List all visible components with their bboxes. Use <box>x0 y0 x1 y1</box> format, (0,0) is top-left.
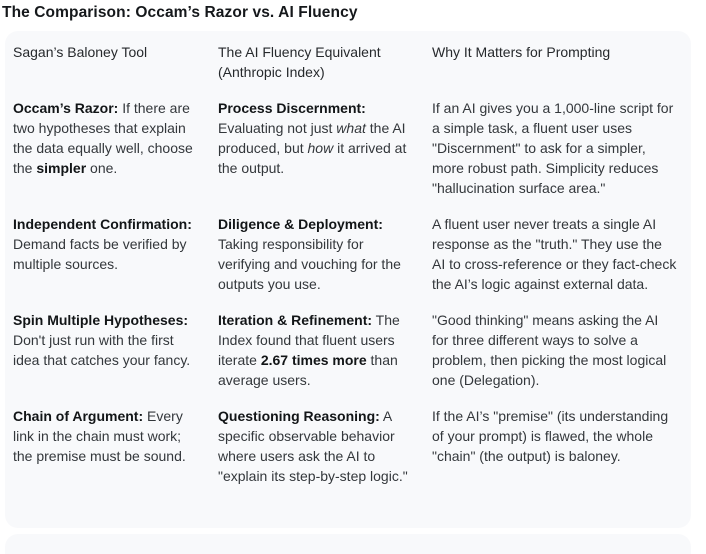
comparison-table <box>13 42 683 486</box>
cell-why-diligence: A fluent user never treats a single AI response as the "truth." They use the AI to cross-reference or they fact-check the AI’s logic against external data. <box>432 216 677 292</box>
cell-why-iteration: "Good thinking" means asking the AI for three different ways to solve a problem, then picking the most logical one (Delegation). <box>432 312 667 388</box>
cell-diligence-deployment: Diligence & Deployment: Taking responsibility for verifying and vouching for the outputs you use. <box>218 216 401 292</box>
cell-independent-confirmation: Independent Confirmation: Demand facts be verified by multiple sources. <box>13 216 192 272</box>
cell-process-discernment: Process Discernment: Evaluating not just what the AI produced, but how it arrived at the output. <box>218 100 407 176</box>
column-header-why-it-matters: Why It Matters for Prompting <box>432 44 611 60</box>
page-title: The Comparison: Occam’s Razor vs. AI Fluency <box>2 4 358 21</box>
cell-chain-of-argument: Chain of Argument: Every link in the chain must work; the premise must be sound. <box>13 408 186 464</box>
column-header-baloney-tool: Sagan’s Baloney Tool <box>13 44 148 60</box>
cell-iteration-refinement: Iteration & Refinement: The Index found that fluent users iterate 2.67 times more than average users. <box>218 312 400 388</box>
column-header-ai-fluency-equivalent: The AI Fluency Equivalent (Anthropic Index) <box>218 44 381 80</box>
cell-why-questioning: If the AI’s "premise" (its understanding of your prompt) is flawed, the whole "chain" (the output) is baloney. <box>432 408 669 464</box>
cell-occams-razor: Occam’s Razor: If there are two hypotheses that explain the data equally well, choose the simpler one. <box>13 100 193 176</box>
cell-questioning-reasoning: Questioning Reasoning: A specific observable behavior where users ask the AI to "explain its step-by-step logic." <box>218 408 408 484</box>
next-card-top-edge <box>5 534 691 554</box>
comparison-table-card <box>5 31 691 528</box>
cell-why-discernment: If an AI gives you a 1,000-line script for a simple task, a fluent user uses "Discernment" to ask for a simpler, more robust path. Simplicity reduces "hallucination surface area." <box>432 100 674 196</box>
cell-spin-multiple-hypotheses: Spin Multiple Hypotheses: Don't just run with the first idea that catches your fancy. <box>13 312 191 368</box>
